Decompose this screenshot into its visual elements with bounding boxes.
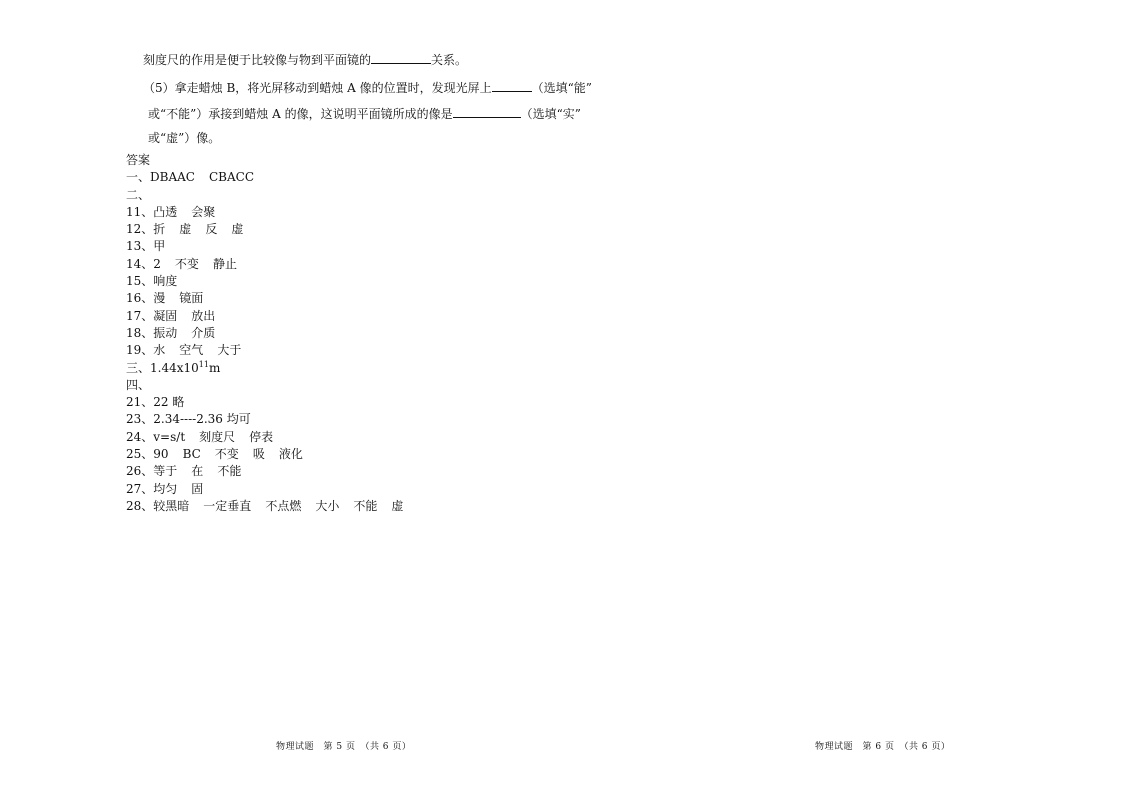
answer-row <box>126 463 626 480</box>
answer-row <box>126 308 626 325</box>
answer-item: 液化 <box>278 447 303 462</box>
answer-item: 振动 <box>153 325 178 340</box>
question-line-4-text: 或“虚”）像。 <box>148 131 221 145</box>
answer-number: 三、 <box>126 360 151 375</box>
answer-item: DBAAC <box>150 170 195 185</box>
answer-item: 固 <box>191 481 204 496</box>
answer-number: 12、 <box>126 222 154 237</box>
answer-item: 放出 <box>191 308 216 323</box>
answer-item: 均匀 <box>153 481 178 496</box>
question-line-3-tail: （选填“实” <box>520 107 581 121</box>
question-line-3 <box>148 106 581 121</box>
answer-number: 13、 <box>126 239 154 254</box>
question-line-1-tail: 关系。 <box>431 53 468 67</box>
answer-value-base: 1.44x10 <box>150 360 199 375</box>
answer-item: 停表 <box>249 429 274 444</box>
answer-item: 大小 <box>315 498 340 513</box>
answer-number: 19、 <box>126 343 154 358</box>
answer-number: 15、 <box>126 274 154 289</box>
answer-row <box>126 481 626 498</box>
answer-item: 不变 <box>174 256 199 271</box>
answer-blank-2 <box>492 80 532 92</box>
answer-item: 在 <box>191 464 204 479</box>
answer-item: CBACC <box>208 170 254 185</box>
answer-heading: 答案 <box>126 153 151 167</box>
answer-row <box>126 204 626 221</box>
answer-rows <box>126 169 626 515</box>
footer-left: 物理试题 第 5 页 （共 6 页） <box>276 742 412 752</box>
answer-item: v=s/t <box>153 429 186 444</box>
answer-item: 折 <box>153 222 166 237</box>
answer-row <box>126 238 626 255</box>
answer-number: 26、 <box>126 464 154 479</box>
answer-number: 25、 <box>126 447 154 462</box>
answer-blank-1 <box>371 52 431 64</box>
answer-item: 镜面 <box>179 291 204 306</box>
footer-right: 物理试题 第 6 页 （共 6 页） <box>815 742 951 752</box>
answer-item: 反 <box>205 222 218 237</box>
answer-item: BC <box>182 447 201 462</box>
answer-row <box>126 498 626 515</box>
answer-item: 不点燃 <box>265 498 302 513</box>
answer-item: 不能 <box>353 498 378 513</box>
answer-row <box>126 187 626 204</box>
answer-item: 会聚 <box>191 204 216 219</box>
answer-number: 一、 <box>126 170 151 185</box>
answer-item: 静止 <box>212 256 237 271</box>
question-line-3-prefix: 或“不能”）承接到蜡烛 A 的像，这说明平面镜所成的像是 <box>148 107 453 121</box>
answer-item: 凝固 <box>153 308 178 323</box>
answer-item: 不变 <box>214 447 239 462</box>
answer-row <box>126 221 626 238</box>
answer-row <box>126 290 626 307</box>
answer-item: 2.34----2.36 均可 <box>153 412 251 427</box>
answer-number: 11、 <box>126 204 154 219</box>
answer-item: 22 略 <box>153 395 185 410</box>
answer-blank-3 <box>453 106 521 118</box>
question-line-1 <box>143 52 467 67</box>
question-line-2 <box>143 80 592 95</box>
answer-item: 漫 <box>153 291 166 306</box>
answer-row <box>126 429 626 446</box>
answer-item: 90 <box>153 447 169 462</box>
answer-value-exponent: 11 <box>198 359 209 369</box>
question-line-2-prefix: （5）拿走蜡烛 B，将光屏移动到蜡烛 A 像的位置时，发现光屏上 <box>143 81 492 95</box>
answer-item: 大于 <box>217 343 242 358</box>
answer-number: 21、 <box>126 395 154 410</box>
answer-row <box>126 394 626 411</box>
answer-key <box>126 152 626 515</box>
answer-item: 虚 <box>231 222 244 237</box>
answer-item: 虚 <box>391 498 404 513</box>
answer-number: 二、 <box>126 187 151 202</box>
answer-item: 空气 <box>179 343 204 358</box>
answer-item: 凸透 <box>153 204 178 219</box>
answer-number: 23、 <box>126 412 154 427</box>
answer-row <box>126 325 626 342</box>
answer-item: 虚 <box>179 222 192 237</box>
answer-row <box>126 256 626 273</box>
question-line-1-text: 刻度尺的作用是便于比较像与物到平面镜的 <box>143 53 372 67</box>
answer-row <box>126 169 626 186</box>
answer-row <box>126 446 626 463</box>
answer-item: 水 <box>153 343 166 358</box>
answer-row <box>126 360 626 377</box>
answer-row <box>126 411 626 428</box>
answer-number: 28、 <box>126 498 154 513</box>
question-line-2-tail: （选填“能” <box>531 81 592 95</box>
answer-number: 27、 <box>126 481 154 496</box>
answer-item: 刻度尺 <box>199 429 236 444</box>
answer-item: 响度 <box>153 274 178 289</box>
answer-number: 16、 <box>126 291 154 306</box>
answer-value-unit: m <box>208 360 221 375</box>
answer-value <box>150 360 220 377</box>
answer-row <box>126 273 626 290</box>
answer-item: 甲 <box>153 239 166 254</box>
answer-number: 18、 <box>126 325 154 340</box>
answer-item: 较黑暗 <box>153 498 190 513</box>
answer-row <box>126 342 626 359</box>
answer-number: 四、 <box>126 377 151 392</box>
answer-item: 吸 <box>252 447 265 462</box>
answer-row <box>126 377 626 394</box>
answer-item: 介质 <box>191 325 216 340</box>
answer-item: 不能 <box>217 464 242 479</box>
question-line-4 <box>148 131 220 145</box>
answer-item: 等于 <box>153 464 178 479</box>
answer-number: 17、 <box>126 308 154 323</box>
answer-number: 14、 <box>126 256 154 271</box>
answer-number: 24、 <box>126 429 154 444</box>
answer-item: 2 <box>153 256 161 271</box>
answer-item: 一定垂直 <box>203 498 252 513</box>
